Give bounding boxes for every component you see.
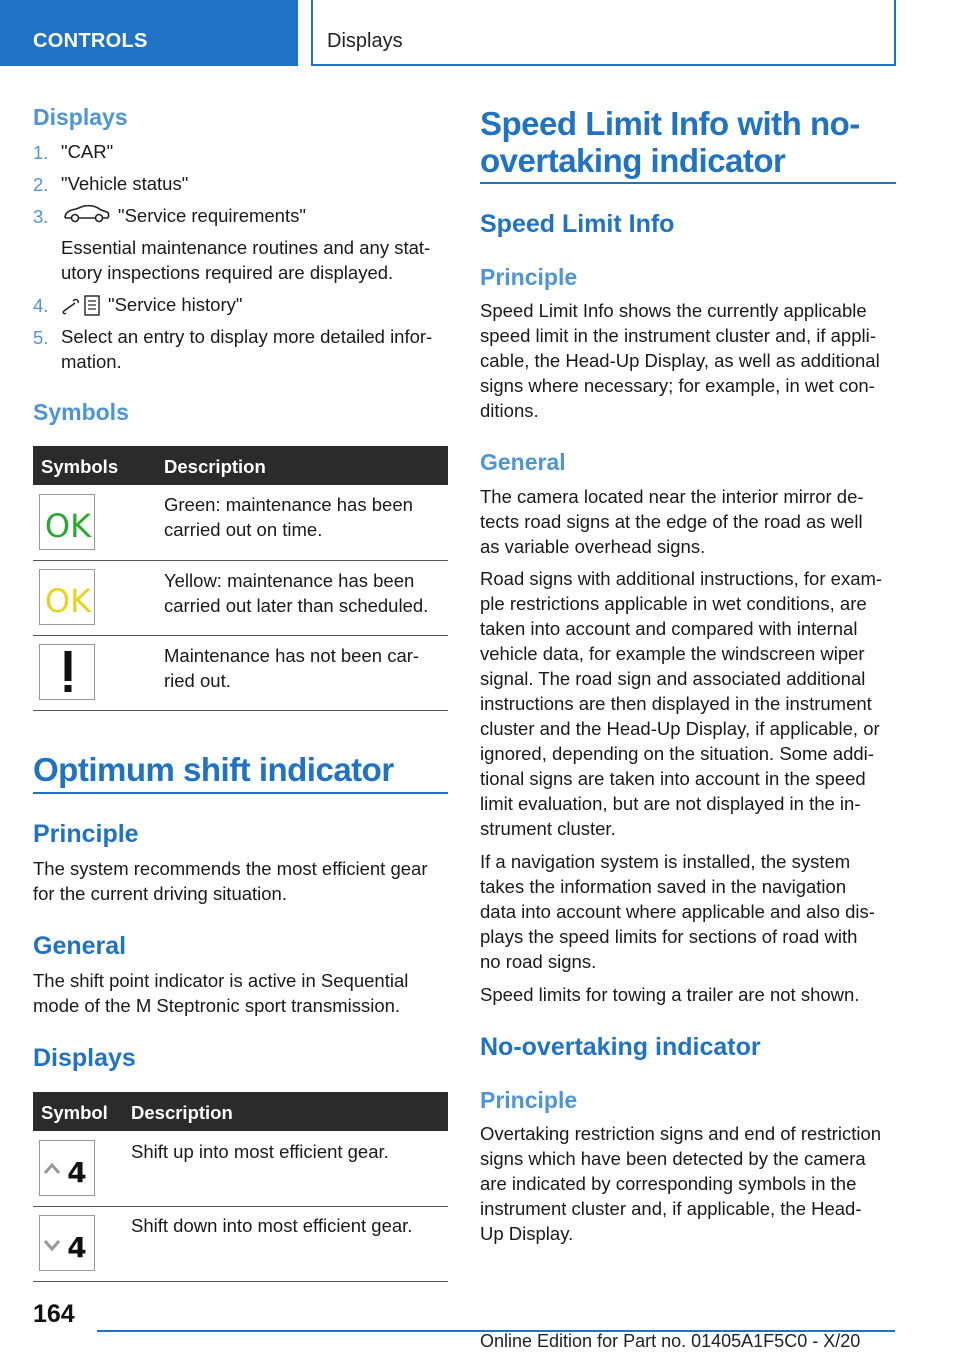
text-line: ple restrictions applicable in wet conditions, are — [480, 593, 867, 614]
svg-text:4: 4 — [67, 1231, 87, 1264]
general-paragraph-4: Speed limits for towing a trailer are not shown. — [480, 984, 860, 1005]
text-line: data into account where applicable and also dis- — [480, 901, 875, 922]
row-description: Shift up into most efficient gear. — [131, 1141, 389, 1162]
principle-heading: Principle — [480, 264, 578, 290]
col-symbol: Symbol — [41, 1102, 108, 1123]
svg-text:4: 4 — [67, 1156, 87, 1189]
text-line: vehicle data, for example the windscreen wiper — [480, 643, 865, 664]
section-tab — [0, 0, 298, 66]
text-line: ditions. — [480, 400, 539, 421]
text-line: takes the information saved in the navigation — [480, 876, 847, 897]
displays-heading: Displays — [33, 104, 128, 130]
text-line: no road signs. — [480, 951, 597, 972]
list-item: Select an entry to display more detailed infor- — [61, 326, 433, 347]
col-description: Description — [164, 456, 266, 477]
row-divider — [33, 1281, 448, 1282]
ok-green-icon — [39, 494, 95, 550]
row-divider — [33, 1206, 448, 1207]
list-number: 5. — [33, 327, 49, 348]
list-subtext: utory inspections required are displayed. — [61, 262, 394, 283]
text-line: tects road signs at the edge of the road as well — [480, 511, 863, 532]
text-line: instrument cluster and, if applicable, the Head- — [480, 1198, 862, 1219]
text-line: signal. The road sign and associated additional — [480, 668, 866, 689]
speed-limit-title: overtaking indicator — [480, 142, 786, 179]
shift-up-icon — [39, 1140, 95, 1196]
title-rule — [33, 792, 448, 794]
text-line: cable, the Head-Up Display, as well as additional — [480, 350, 880, 371]
shift-table-header — [33, 1092, 448, 1131]
row-description: Shift down into most efficient gear. — [131, 1215, 413, 1236]
list-item: "CAR" — [61, 141, 114, 162]
list-number: 2. — [33, 174, 49, 195]
text-line: speed limit in the instrument cluster and, if appli- — [480, 325, 876, 346]
row-description: Yellow: maintenance has been — [164, 570, 415, 591]
paragraph: The system recommends the most efficient gear — [33, 858, 428, 879]
text-line: limit evaluation, but are not displayed in the in- — [480, 793, 861, 814]
page-number: 164 — [33, 1300, 75, 1328]
text-line: Up Display. — [480, 1223, 574, 1244]
text-line: Road signs with additional instructions, for exam- — [480, 568, 883, 589]
list-number: 3. — [33, 206, 49, 227]
displays-heading: Displays — [33, 1044, 136, 1072]
text-line: tional signs are taken into account in the speed — [480, 768, 866, 789]
text-line: If a navigation system is installed, the system — [480, 851, 851, 872]
chapter-tab — [311, 0, 896, 66]
row-divider — [33, 710, 448, 711]
symbols-table-header — [33, 446, 448, 485]
principle-heading: Principle — [33, 820, 139, 848]
text-line: The camera located near the interior mirror de- — [480, 486, 864, 507]
paragraph: mode of the M Steptronic sport transmission. — [33, 995, 401, 1016]
row-divider — [33, 635, 448, 636]
list-item: mation. — [61, 351, 122, 372]
list-number: 4. — [33, 295, 49, 316]
optimum-shift-title: Optimum shift indicator — [33, 751, 394, 788]
car-icon — [62, 202, 112, 226]
row-description: carried out later than scheduled. — [164, 595, 429, 616]
chapter-label: Displays — [327, 30, 403, 52]
list-item: "Service history" — [108, 294, 243, 315]
text-line: plays the speed limits for sections of road with — [480, 926, 858, 947]
edition-text: Online Edition for Part no. 01405A1F5C0 - X/20 — [480, 1331, 861, 1351]
general-heading: General — [480, 449, 566, 475]
list-number: 1. — [33, 142, 49, 163]
col-symbols: Symbols — [41, 456, 119, 477]
ok-yellow-icon — [39, 569, 95, 625]
symbols-heading: Symbols — [33, 399, 129, 425]
row-description: carried out on time. — [164, 519, 323, 540]
service-history-icon — [61, 293, 103, 319]
text-line: are indicated by corresponding symbols in the — [480, 1173, 857, 1194]
col-description: Description — [131, 1102, 233, 1123]
section-label: CONTROLS — [33, 30, 148, 52]
row-divider — [33, 560, 448, 561]
principle-heading: Principle — [480, 1087, 578, 1113]
text-line: Speed Limit Info shows the currently applicable — [480, 300, 867, 321]
title-rule — [480, 182, 896, 184]
sli-heading: Speed Limit Info — [480, 210, 675, 238]
row-description: Green: maintenance has been — [164, 494, 413, 515]
text-line: taken into account and compared with internal — [480, 618, 858, 639]
exclamation-icon — [39, 644, 95, 700]
text-line: signs which have been detected by the camera — [480, 1148, 866, 1169]
general-heading: General — [33, 932, 127, 960]
row-description: ried out. — [164, 670, 231, 691]
list-item: "Vehicle status" — [61, 173, 189, 194]
paragraph: The shift point indicator is active in Sequential — [33, 970, 409, 991]
text-line: instructions are then displayed in the instrument — [480, 693, 872, 714]
svg-text:OK: OK — [44, 507, 92, 545]
text-line: strument cluster. — [480, 818, 616, 839]
speed-limit-title: Speed Limit Info with no- — [480, 105, 860, 142]
list-subtext: Essential maintenance routines and any stat- — [61, 237, 431, 258]
shift-down-icon — [39, 1215, 95, 1271]
paragraph: for the current driving situation. — [33, 883, 287, 904]
text-line: Overtaking restriction signs and end of restriction — [480, 1123, 882, 1144]
svg-text:OK: OK — [44, 582, 92, 620]
text-line: cluster and the Head-Up Display, if applicable, or — [480, 718, 880, 739]
text-line: as variable overhead signs. — [480, 536, 706, 557]
text-line: signs where necessary; for example, in wet con- — [480, 375, 875, 396]
row-description: Maintenance has not been car- — [164, 645, 420, 666]
list-item: "Service requirements" — [118, 205, 306, 226]
no-overtaking-heading: No-overtaking indicator — [480, 1033, 761, 1061]
text-line: ignored, depending on the situation. Some addi- — [480, 743, 874, 764]
